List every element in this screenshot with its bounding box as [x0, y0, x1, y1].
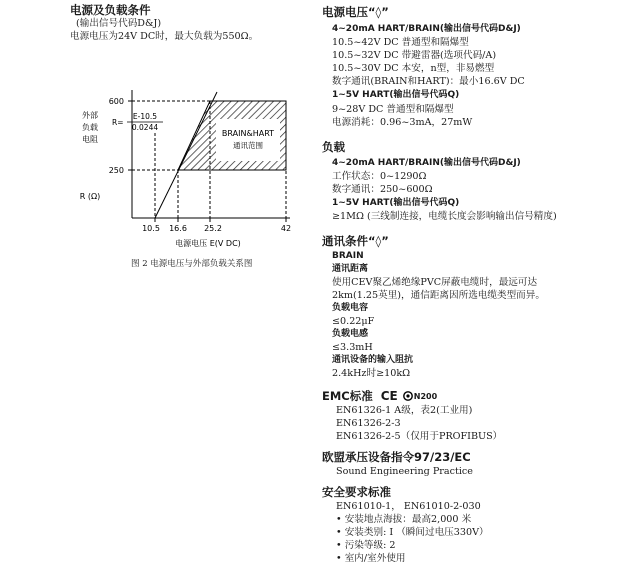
power-load-description: 电源电压为24V DC时，最大负载为550Ω。 [70, 31, 259, 42]
x-tick-10-5: 10.5 [142, 224, 160, 233]
supply-line-9-28: 9~28V DC 普通型和隔爆型 [332, 104, 454, 115]
comm-impedance-value: 2.4kHz时≥10kΩ [332, 368, 411, 379]
safety-pollution: • 污染等级: 2 [336, 540, 396, 551]
formula-numerator: E-10.5 [132, 112, 158, 121]
emc-line-2: EN61326-2-3 [336, 418, 401, 429]
comm-distance-text-1: 使用CEV聚乙烯绝缘PVC屏蔽电缆时，最远可达 [332, 277, 538, 288]
formula-prefix: R= [112, 118, 124, 127]
y-label-3: 电阻 [82, 135, 98, 144]
load-4-20-header: 4~20mA HART/BRAIN(输出信号代码D&J) [332, 158, 521, 168]
load-resistance-chart [60, 88, 305, 258]
load-line-digital: 数字通讯：250~600Ω [332, 184, 433, 195]
comm-distance-text-2: 2km(1.25英里)，通信距离因所选电缆类型而异。 [332, 290, 545, 301]
safety-altitude: • 安装地点海拔：最高2,000 米 [336, 514, 472, 525]
x-tick-42: 42 [280, 224, 292, 233]
figure-caption: 图 2 电源电压与外部负载关系图 [131, 259, 253, 269]
supply-line-intrinsic: 10.5~30V DC 本安，n型，非易燃型 [332, 63, 495, 74]
load-1-5v-header: 1~5V HART(输出信号代码Q) [332, 198, 460, 208]
supply-line-consumption: 电源消耗：0.96~3mA，27mW [332, 117, 473, 128]
comm-capacitance-header: 负载电容 [332, 303, 369, 313]
supply-voltage-title: 电源电压“◊” [322, 5, 389, 19]
y-label-1: 外部 [82, 111, 98, 120]
emc-title: EMC标准 [322, 389, 373, 403]
emc-line-1: EN61326-1 A级，表2(工业用) [336, 405, 473, 416]
safety-category: • 安装类别: I （瞬间过电压330V） [336, 527, 489, 538]
load-title: 负载 [322, 140, 345, 154]
comm-impedance-header: 通讯设备的输入阻抗 [332, 355, 414, 365]
comm-capacitance-value: ≤0.22μF [332, 316, 375, 327]
comm-inductance-value: ≤3.3mH [332, 342, 373, 353]
supply-line-digital: 数字通讯(BRAIN和HART)：最小16.6V DC [332, 76, 525, 87]
eu-directive-line: Sound Engineering Practice [336, 466, 473, 477]
y-tick-600: 600 [108, 97, 124, 106]
ce-mark-icon: CE [380, 389, 398, 403]
load-line-operating: 工作状态：0~1290Ω [332, 171, 427, 182]
supply-4-20-header: 4~20mA HART/BRAIN(输出信号代码D&J) [332, 24, 521, 34]
region-label: BRAIN&HART [221, 129, 275, 138]
n200-mark-icon: N200 [403, 391, 437, 401]
power-load-subtitle: (输出信号代码D&J) [76, 18, 162, 29]
x-tick-16-6: 16.6 [169, 224, 187, 233]
y-tick-250: 250 [108, 166, 124, 175]
comm-title: 通讯条件“◊” [322, 234, 389, 248]
supply-line-arrester: 10.5~32V DC 带避雷器(选项代码/A) [332, 50, 497, 61]
comm-brain: BRAIN [332, 251, 364, 261]
x-axis-label: 电源电压 E(V DC) [175, 239, 241, 248]
supply-1-5v-header: 1~5V HART(输出信号代码Q) [332, 90, 460, 100]
region-sublabel: 通讯范围 [233, 141, 263, 150]
formula-denominator: 0.0244 [131, 123, 159, 132]
load-line-1mohm: ≥1MΩ (三线制连接，电缆长度会影响输出信号精度) [332, 211, 557, 222]
emc-line-3: EN61326-2-5（仅用于PROFIBUS） [336, 431, 503, 442]
supply-line-standard: 10.5~42V DC 普通型和隔爆型 [332, 37, 469, 48]
safety-title: 安全要求标准 [322, 485, 391, 499]
safety-indoor-outdoor: • 室内/室外使用 [336, 553, 406, 564]
y-label-2: 负载 [82, 123, 98, 132]
safety-standards: EN61010-1， EN61010-2-030 [336, 501, 481, 512]
eu-directive-title: 欧盟承压设备指令97/23/EC [322, 450, 471, 464]
comm-distance-header: 通讯距离 [332, 264, 369, 274]
power-load-title: 电源及负载条件 [70, 3, 151, 17]
x-tick-25-2: 25.2 [204, 224, 222, 233]
r-unit-label: R (Ω) [79, 192, 101, 201]
comm-inductance-header: 负载电感 [332, 329, 369, 339]
